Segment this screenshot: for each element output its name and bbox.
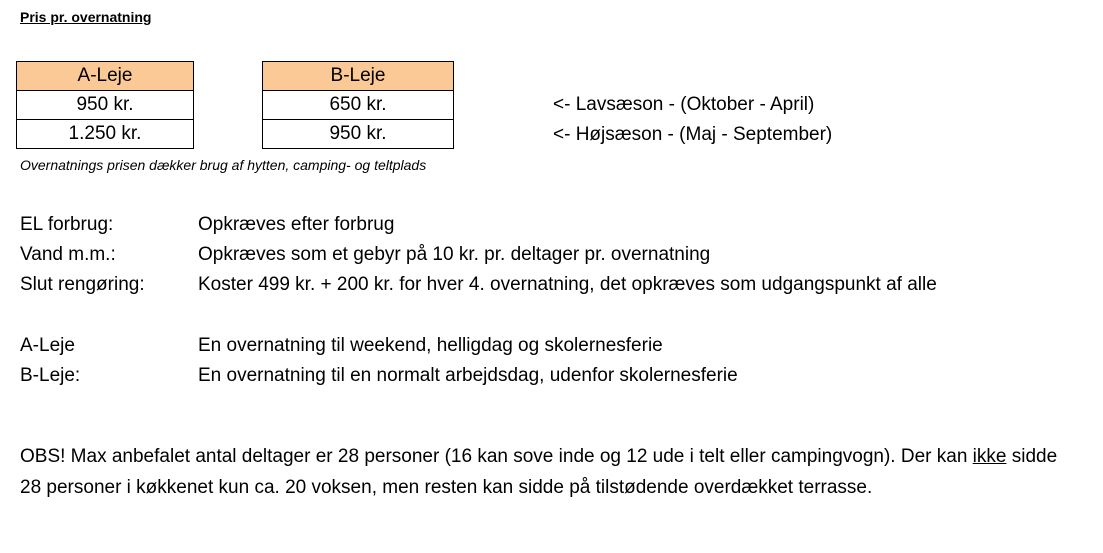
table-b-high-season-price: 950 kr. (263, 120, 454, 149)
price-table-b (262, 61, 454, 149)
obs-paragraph (20, 441, 1080, 503)
fee-label-cleaning: Slut rengøring: (20, 274, 145, 295)
table-a-high-season-price: 1.250 kr. (17, 120, 194, 149)
fee-label-electricity: EL forbrug: (20, 214, 114, 235)
obs-text-part1: OBS! Max anbefalet antal deltager er 28 personer (16 kan sove inde og 12 ude i telt eller campingvogn). Der kan (20, 446, 973, 467)
obs-emphasis: ikke (972, 446, 1007, 467)
fee-value-electricity: Opkræves efter forbrug (198, 214, 395, 235)
price-note: Overnatnings prisen dækker brug af hytten, camping- og teltplads (20, 157, 427, 173)
page-title: Pris pr. overnatning (20, 9, 152, 25)
table-b-header: B-Leje (263, 62, 454, 91)
type-value-a: En overnatning til weekend, helligdag og skolernesferie (198, 335, 663, 356)
low-season-label: <- Lavsæson - (Oktober - April) (553, 94, 815, 115)
fee-label-water: Vand m.m.: (20, 244, 116, 265)
obs-text-part2: sidde 28 personer i køkkenet kun ca. 20 voksen, men resten kan sidde på tilstødende overdækket terrasse. (20, 446, 1058, 498)
fee-value-water: Opkræves som et gebyr på 10 kr. pr. deltager pr. overnatning (198, 244, 711, 265)
price-table-a (16, 61, 194, 149)
table-a-low-season-price: 950 kr. (17, 91, 194, 120)
fee-value-cleaning: Koster 499 kr. + 200 kr. for hver 4. overnatning, det opkræves som udgangspunkt af alle (198, 274, 937, 295)
table-b-low-season-price: 650 kr. (263, 91, 454, 120)
type-value-b: En overnatning til en normalt arbejdsdag, udenfor skolernesferie (198, 365, 738, 386)
type-label-a: A-Leje (20, 335, 75, 356)
table-a-header: A-Leje (17, 62, 194, 91)
high-season-label: <- Højsæson - (Maj - September) (553, 124, 833, 145)
type-label-b: B-Leje: (20, 365, 81, 386)
